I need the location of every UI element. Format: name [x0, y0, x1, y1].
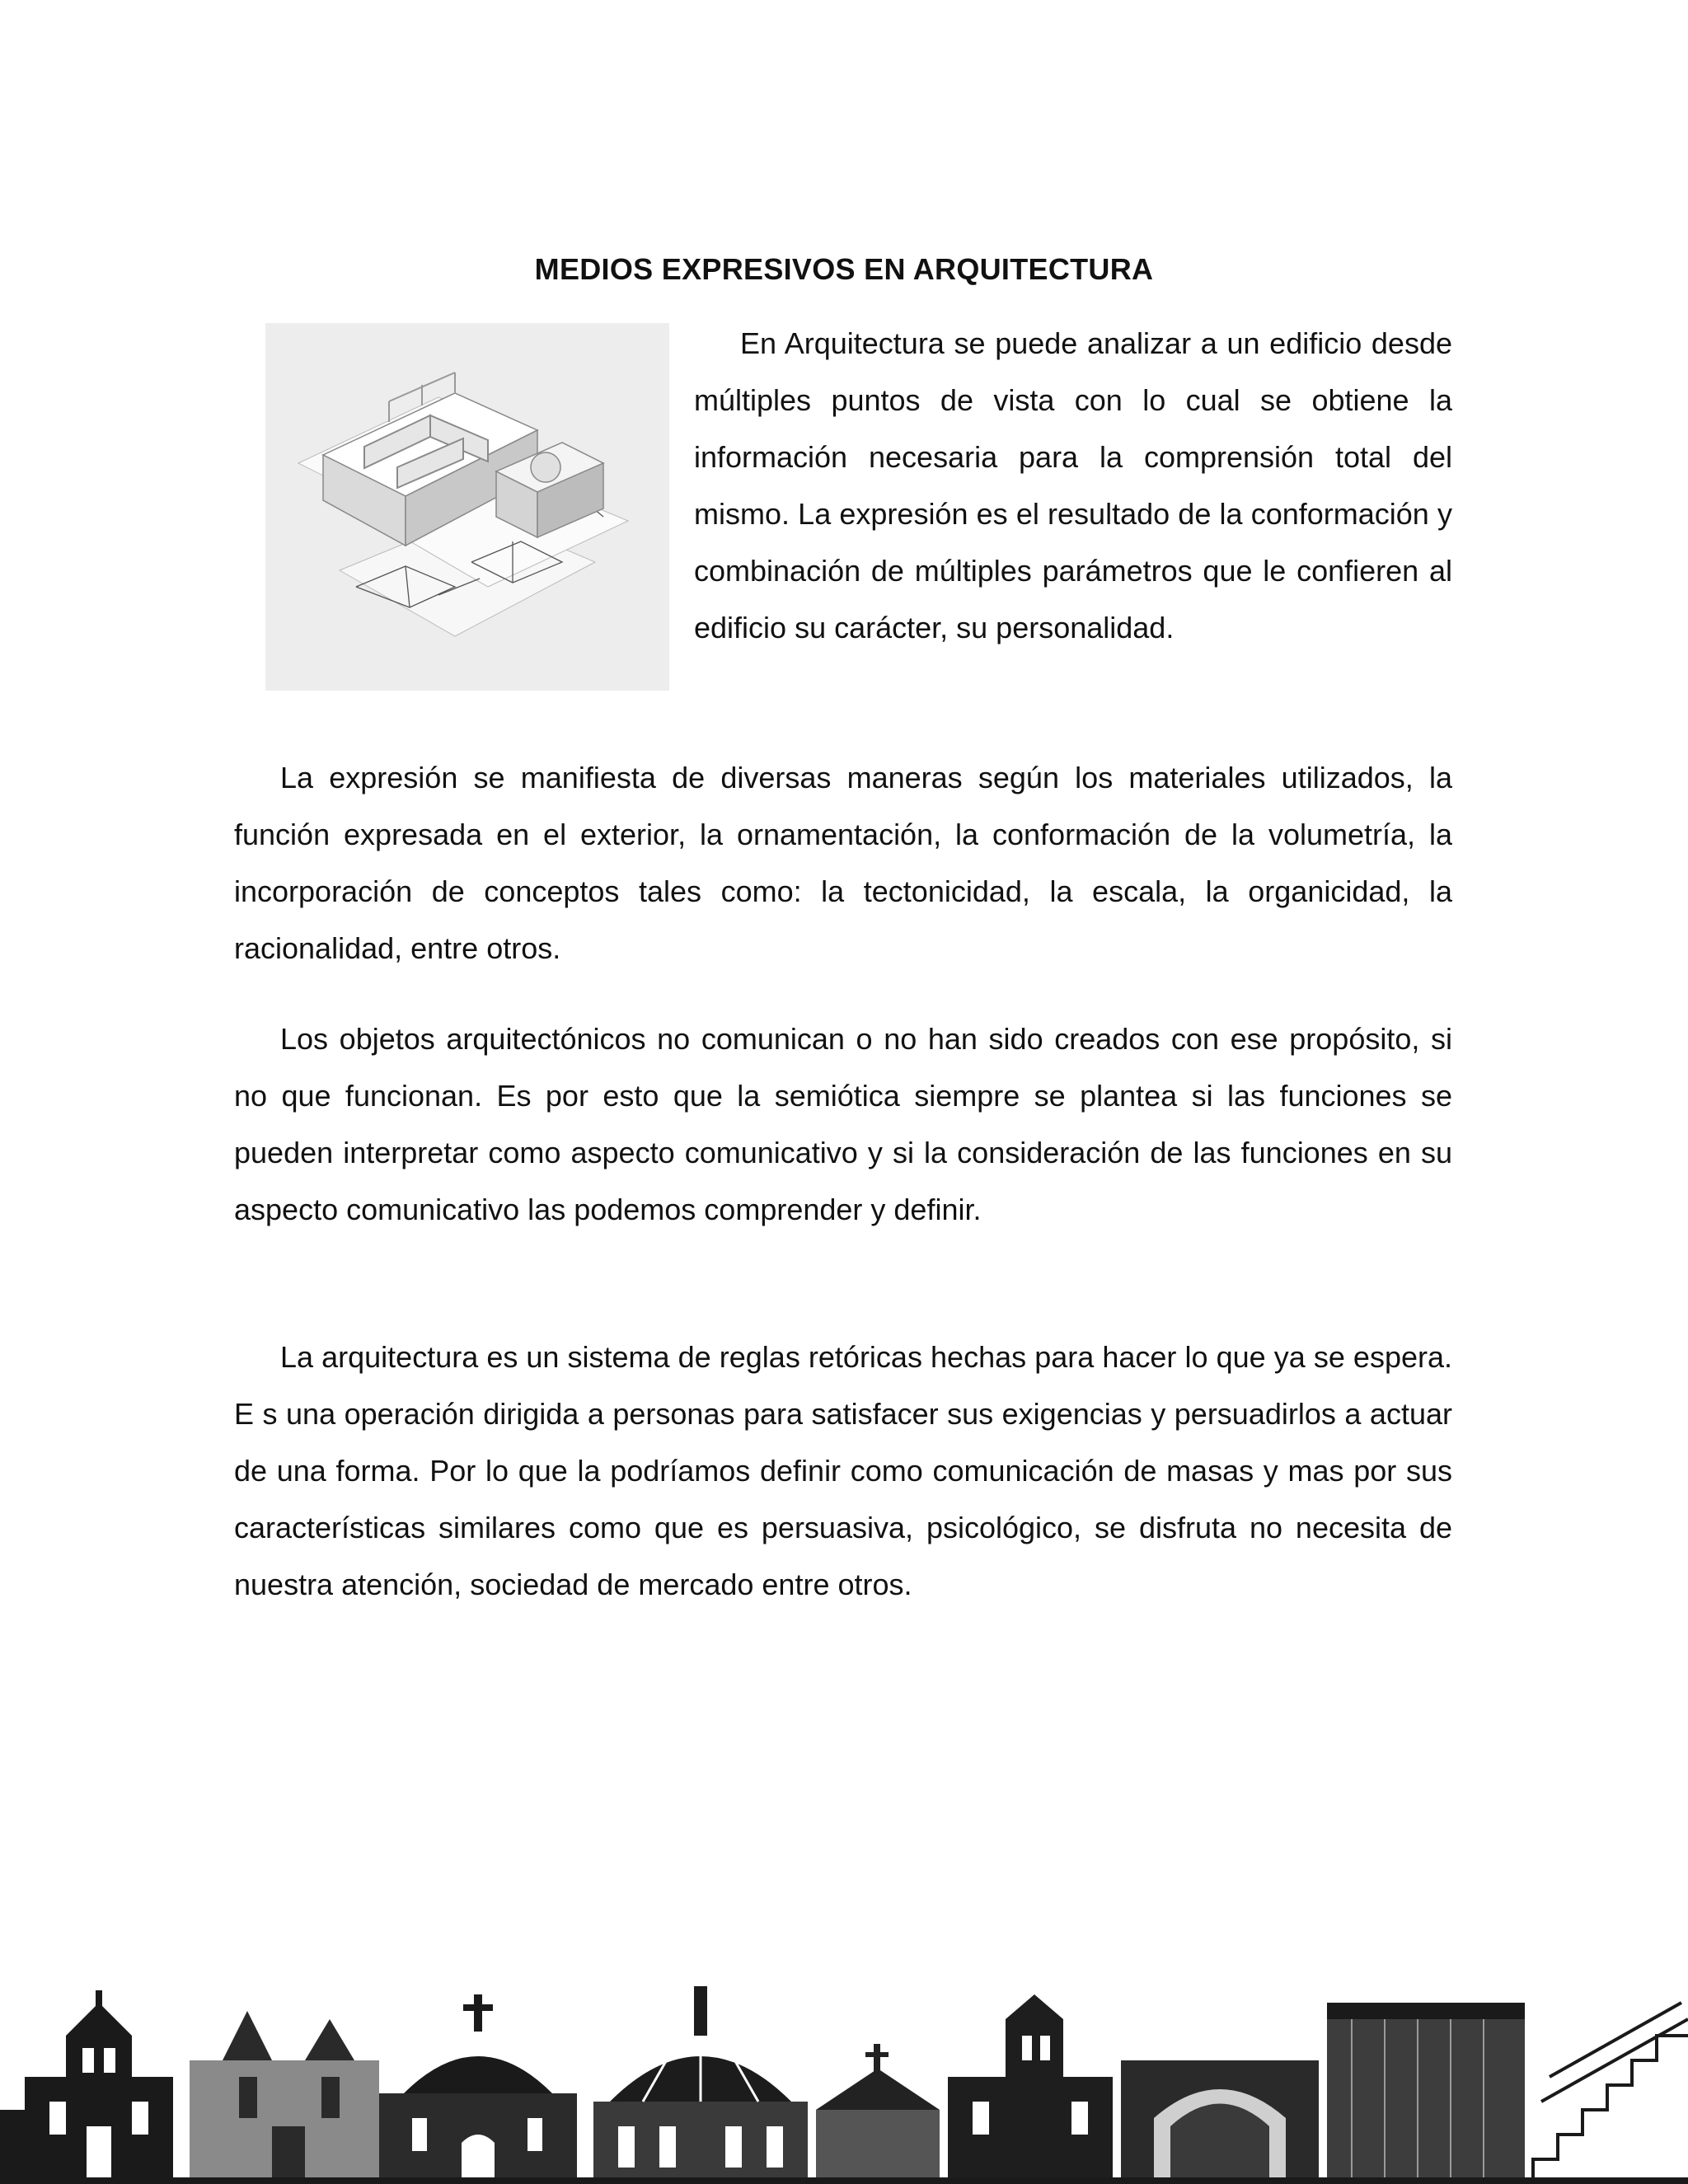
- body-paragraph-1: La expresión se manifiesta de diversas maneras según los materiales utilizados, la función expresada en el exterior, la ornamentación, la conformación de la volumetría, la incorporación de conceptos tales como: la tectonicidad, la escala, la organicidad, la racionalidad, entre otros.: [234, 761, 1452, 965]
- intro-paragraph: En Arquitectura se puede analizar a un edificio desde múltiples puntos de vista con lo cual se obtiene la información necesaria para la comprensión total del mismo. La expresión es el resultado de la conformación y combinación de múltiples parámetros que le confieren al edificio su carácter, su personalidad.: [694, 326, 1452, 644]
- body-paragraph-2: Los objetos arquitectónicos no comunican o no han sido creados con ese propósito, si no que funcionan. Es por esto que la semiótica siempre se plantea si las funciones se pueden interpretar como aspecto comunicativo y si la consideración de las funciones en su aspecto comunicativo las podemos comprender y definir.: [234, 1022, 1452, 1226]
- footer-illustration: [0, 1986, 1688, 2184]
- architectural-model-image: [265, 323, 669, 691]
- city-sketch-strip-icon: [0, 1986, 1688, 2184]
- page-title: MEDIOS EXPRESIVOS EN ARQUITECTURA: [534, 252, 1154, 287]
- architectural-model-icon: [265, 323, 669, 691]
- body-paragraph-3: La arquitectura es un sistema de reglas retóricas hechas para hacer lo que ya se espera. E s una operación dirigida a personas para satisfacer sus exigencias y persuadirlos a actuar de una forma. Por lo que la podríamos definir como comunicación de masas y mas por sus características similares como que es persuasiva, psicológico, se disfruta no necesita de nuestra atención, sociedad de mercado entre otros.: [234, 1340, 1452, 1601]
